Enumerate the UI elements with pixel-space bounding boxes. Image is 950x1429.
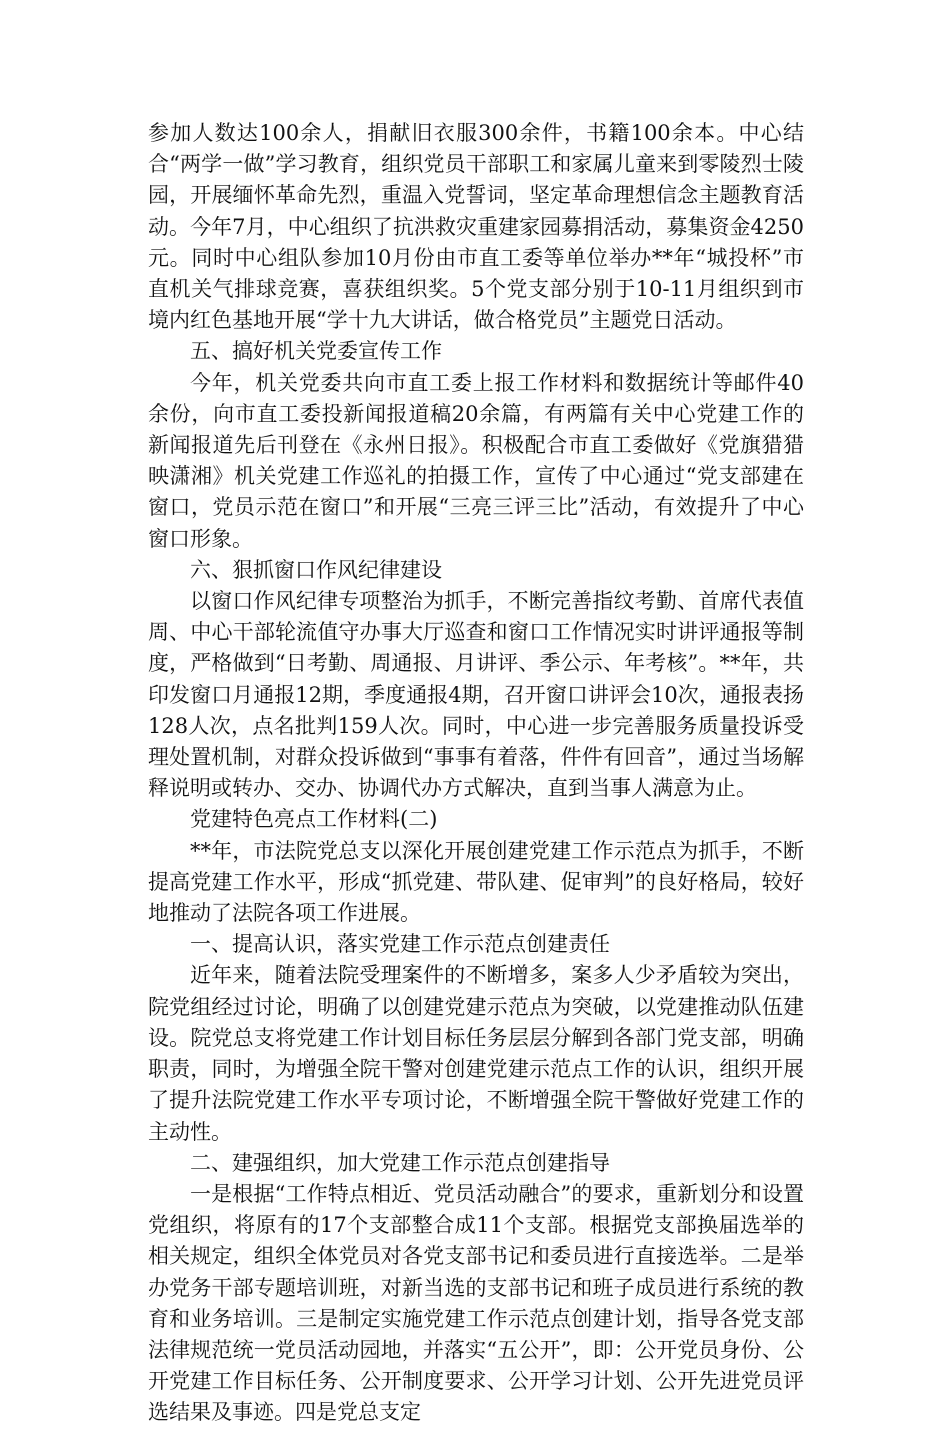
section-heading-1: 一、提高认识，落实党建工作示范点创建责任	[190, 932, 610, 957]
paragraph-organization: 一是根据“工作特点相近、党员活动融合”的要求，重新划分和设置党组织，将原有的17个支部整合成11个支部。根据党支部换届选举的相关规定，组织全体党员对各党支部书记和委员进行直接选举。二是举办党务干部专题培训班，对新当选的支部书记和班子成员进行系统的教育和业务培训。三是制定实施党建工作示范点创建计划，指导各党支部法律规范统一党员活动园地，并落实“五公开”，即：公开党员身份、公开党建工作目标任务、公开制度要求、公开学习计划、公开先进党员评选结果及事迹。四是党总支定	[148, 1181, 804, 1425]
document-subtitle: 党建特色亮点工作材料(二)	[190, 807, 438, 832]
paragraph-intro: **年，市法院党总支以深化开展创建党建工作示范点为抓手，不断提高党建工作水平，形成“抓党建、带队建、促审判”的良好格局，较好地推动了法院各项工作进展。	[148, 838, 804, 926]
paragraph-continuation: 参加人数达100余人，捐献旧衣服300余件，书籍100余本。中心结合“两学一做”学习教育，组织党员干部职工和家属儿童来到零陵烈士陵园，开展缅怀革命先烈，重温入党誓词，坚定革命理想信念主题教育活动。今年7月，中心组织了抗洪救灾重建家园募捐活动，募集资金4250元。同时中心组队参加10月份由市直工委等单位举办**年“城投杯”市直机关气排球竞赛，喜获组织奖。5个党支部分别于10-11月组织到市境内红色基地开展“学十九大讲话，做合格党员”主题党日活动。	[148, 121, 804, 333]
section-heading-6: 六、狠抓窗口作风纪律建设	[190, 557, 442, 582]
paragraph-responsibility: 近年来，随着法院受理案件的不断增多，案多人少矛盾较为突出，院党组经过讨论，明确了以创建党建示范点为突破，以党建推动队伍建设。院党总支将党建工作计划目标任务层层分解到各部门党支部，明确职责，同时，为增强全院干警对创建党建示范点工作的认识，组织开展了提升法院党建工作水平专项讨论，不断增强全院干警做好党建工作的主动性。	[148, 963, 804, 1144]
section-heading-5: 五、搞好机关党委宣传工作	[190, 339, 442, 364]
document-page	[148, 118, 804, 1429]
paragraph-discipline: 以窗口作风纪律专项整治为抓手，不断完善指纹考勤、首席代表值周、中心干部轮流值守办事大厅巡查和窗口工作情况实时讲评通报等制度，严格做到“日考勤、周通报、月讲评、季公示、年考核”。**年，共印发窗口月通报12期，季度通报4期，召开窗口讲评会10次，通报表扬128人次，点名批判159人次。同时，中心进一步完善服务质量投诉受理处置机制，对群众投诉做到“事事有着落，件件有回音”，通过当场解释说明或转办、交办、协调代办方式解决，直到当事人满意为止。	[148, 589, 804, 801]
paragraph-publicity: 今年，机关党委共向市直工委上报工作材料和数据统计等邮件40余份，向市直工委投新闻报道稿20余篇，有两篇有关中心党建工作的新闻报道先后刊登在《永州日报》。积极配合市直工委做好《党旗猎猎映潇湘》机关党建工作巡礼的拍摄工作，宣传了中心通过“党支部建在窗口，党员示范在窗口”和开展“三亮三评三比”活动，有效提升了中心窗口形象。	[148, 370, 804, 551]
section-heading-2: 二、建强组织，加大党建工作示范点创建指导	[190, 1150, 610, 1175]
